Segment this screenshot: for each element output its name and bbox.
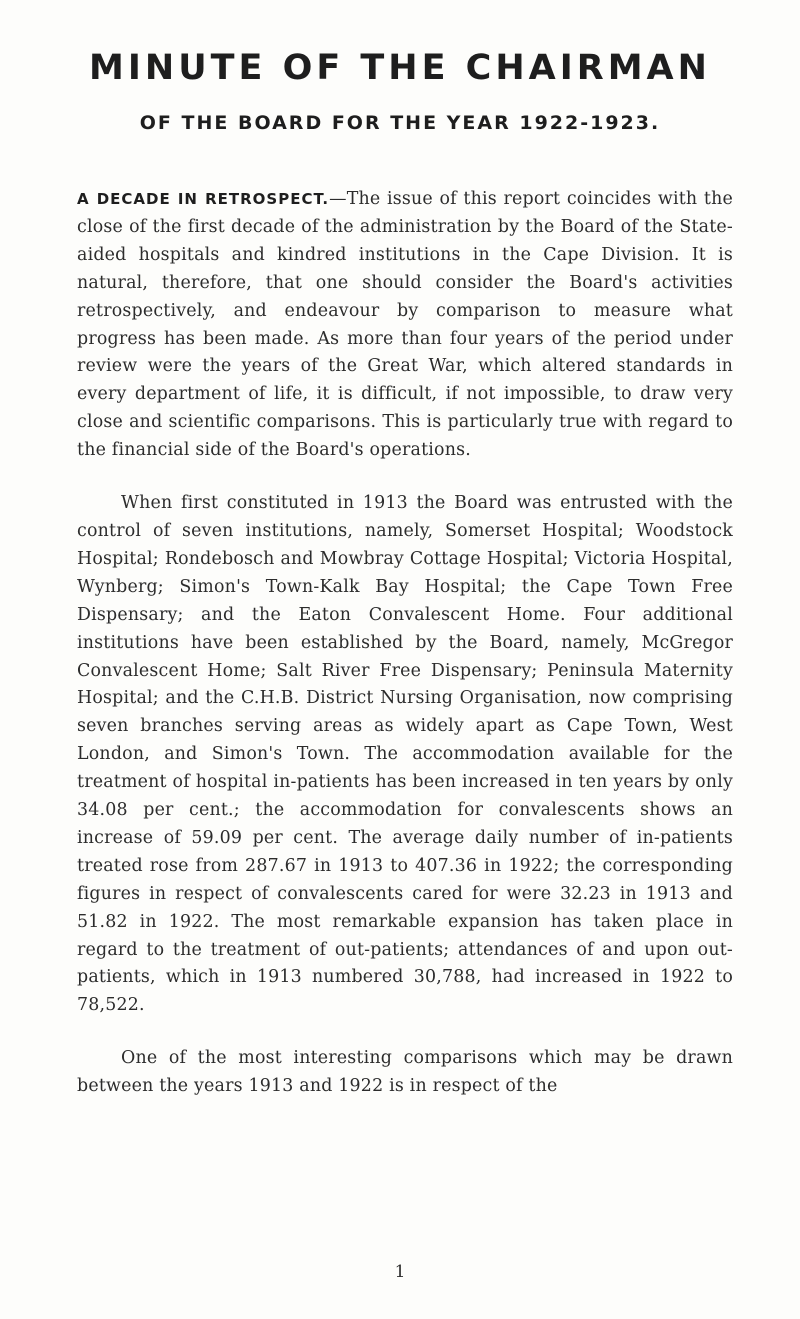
paragraph-text: When first constituted in 1913 the Board was entrusted with the control of seven institutions, namely, Somerset Hospital; Woodstock Hospital; Rondebosch and Mowbray Cottage Hospital; Victoria Hospital, Wynberg; Simon's Town-Kalk Bay Hospital; the Cape Town Free Dispensary; and the Eaton Convalescent Home. Four additional institutions have been established by the Board, namely, McGregor Convalescent Home; Salt River Free Dispensary; Peninsula Maternity Hospital; and the C.H.B. District Nursing Organisation, now comprising seven branches serving areas as widely apart as Cape Town, West London, and Simon's Town. The accommodation available for the treatment of hospital in-patients has been increased in ten years by only 34.08 per cent.; the accommodation for convalescents shows an increase of 59.09 per cent. The average daily number of in-patients treated rose from 287.67 in 1913 to 407.36 in 1922; the corresponding figures in respect of convalescents cared for were 32.23 in 1913 and 51.82 in 1922. The most remarkable expansion has taken place in regard to the treatment of out-patients; attendances of and upon out-patients, which in 1913 numbered 30,788, had increased in 1922 to 78,522. xyxy=(77,493,733,1016)
document-subtitle: OF THE BOARD FOR THE YEAR 1922-1923. xyxy=(139,112,661,134)
paragraph-text: —The issue of this report coincides with the close of the first decade of the administration by the Board of the State-aided hospitals and kindred institutions in the Cape Division. It is natural, therefore, that one should consider the Board's activities retrospectively, and endeavour by comparison to measure what progress has been made. As more than four years of the period under review were the years of the Great War, which altered standards in every department of life, it is difficult, if not impossible, to draw very close and scientific comparisons. This is particularly true with regard to the financial side of the Board's operations. xyxy=(77,189,733,461)
document-title: MINUTE OF THE CHAIRMAN xyxy=(89,48,711,88)
paragraph-institutions xyxy=(77,490,733,1020)
paragraph-text: One of the most interesting comparisons which may be drawn between the years 1913 and 1922 is in respect of the xyxy=(77,1048,733,1097)
paragraph-lead-in: A DECADE IN RETROSPECT. xyxy=(77,190,330,208)
paragraph-decade-in-retrospect xyxy=(77,186,733,465)
paragraph-comparisons xyxy=(77,1045,733,1101)
page-number: 1 xyxy=(394,1262,406,1282)
document-body xyxy=(77,186,733,1126)
